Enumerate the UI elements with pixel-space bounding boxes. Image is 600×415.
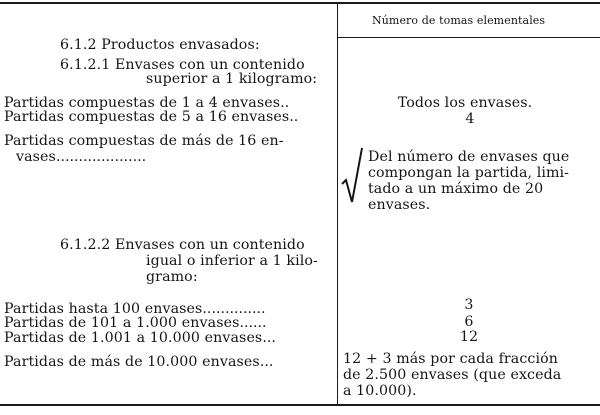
row-label-101-1000 <box>4 316 267 331</box>
top-rule <box>0 2 600 4</box>
row-value-more-16-line2: compongan la partida, limi- <box>368 165 570 181</box>
row-value-1001-10000: 12 <box>459 329 479 345</box>
row-label-more-10000 <box>4 355 273 370</box>
row-label-5-16 <box>4 110 298 125</box>
row-value-1-4: Todos los envases. <box>397 95 533 111</box>
row-label-more-16-line1: Partidas compuestas de más de 16 en- <box>4 133 284 149</box>
column-header: Número de tomas elementales <box>372 14 546 27</box>
row-value-more-10000-line2: de 2.500 envases (que exceda <box>343 367 562 383</box>
row-value-more-16-line1: Del número de envases que <box>368 149 570 165</box>
subsection-6122-line1: 6.1.2.2 Envases con un contenido <box>60 237 305 253</box>
row-value-5-16: 4 <box>465 111 475 127</box>
column-divider <box>337 3 338 404</box>
row-label-more-16-line2 <box>16 150 146 165</box>
radical-sign <box>340 146 364 206</box>
row-value-more-16-line3: tado a un máximo de 20 <box>368 181 544 197</box>
subsection-6122-line2: igual o inferior a 1 kilo- <box>146 253 318 269</box>
section-title-612: 6.1.2 Productos envasados: <box>60 37 260 53</box>
row-label-text: Partidas de más de 10.000 envases <box>4 354 260 370</box>
row-value-more-16-line4: envases. <box>368 197 431 213</box>
row-label-text: Partidas compuestas de 5 a 16 envases <box>4 109 290 125</box>
leader-dots: .................... <box>55 149 147 165</box>
leader-dots: ...... <box>239 315 267 331</box>
row-value-101-1000: 6 <box>464 314 474 330</box>
leader-dots: ... <box>259 354 274 370</box>
row-value-more-10000-line3: a 10.000). <box>343 383 417 399</box>
row-label-text: Partidas hasta 100 envases <box>4 301 203 317</box>
row-label-text: Partidas de 1.001 a 10.000 envases <box>4 330 263 346</box>
row-label-text: Partidas de 101 a 1.000 envases <box>4 315 240 331</box>
subsection-6121-line2: superior a 1 kilogramo: <box>146 71 318 87</box>
row-value-more-10000-line1: 12 + 3 más por cada fracción <box>343 351 558 367</box>
row-label-text: Partidas compuestas de 1 a 4 envases <box>4 95 281 111</box>
bottom-rule <box>0 404 600 406</box>
leader-dots: .............. <box>202 301 266 317</box>
leader-dots: .. <box>280 95 290 111</box>
header-rule <box>337 37 600 38</box>
leader-dots: .. <box>289 109 299 125</box>
subsection-6121-line1: 6.1.2.1 Envases con un contenido <box>60 57 305 73</box>
leader-dots: ... <box>262 330 276 346</box>
row-label-text: vases <box>16 149 56 165</box>
subsection-6122-line3: gramo: <box>146 269 198 285</box>
row-value-upto-100: 3 <box>464 297 474 313</box>
row-label-1001-10000 <box>4 331 276 346</box>
